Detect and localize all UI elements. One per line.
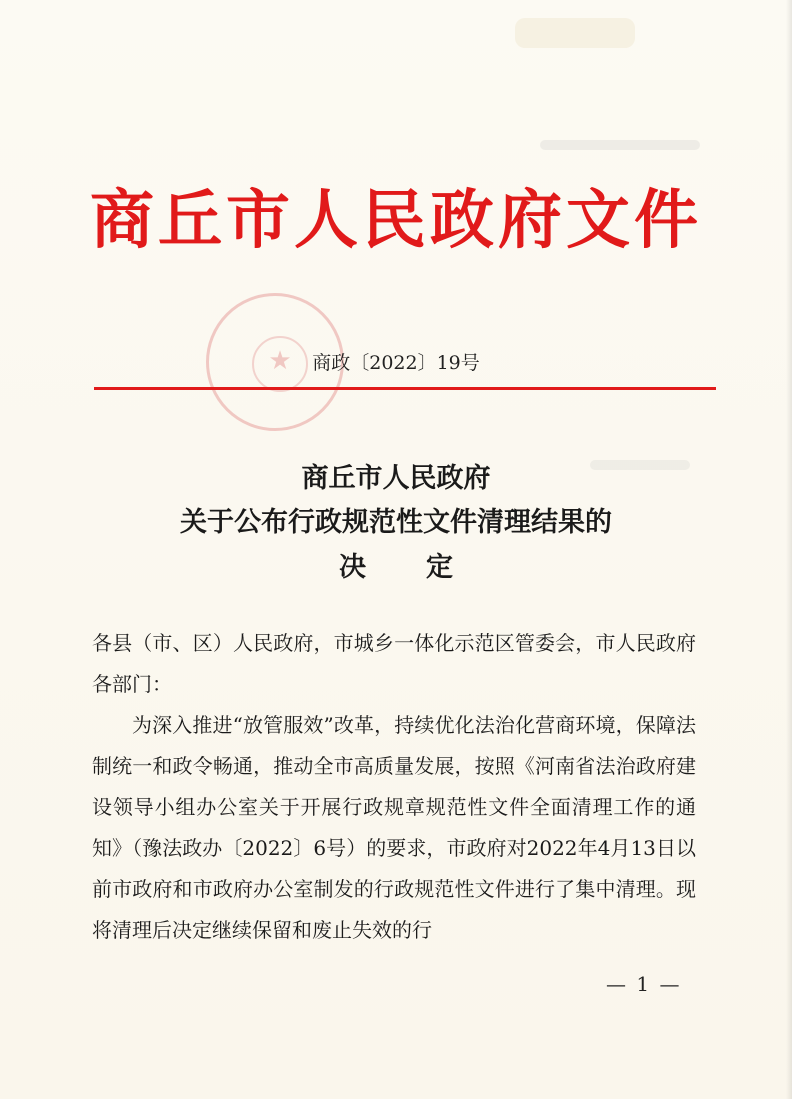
title-line-3: 决定	[339, 552, 513, 583]
title-line-1: 商丘市人民政府	[301, 463, 491, 494]
title-line-2: 关于公布行政规范性文件清理结果的	[180, 507, 612, 538]
document-number: 商政〔2022〕19号	[312, 352, 480, 374]
salutation: 各县（市、区）人民政府，市城乡一体化示范区管委会，市人民政府各部门：	[92, 631, 696, 696]
paper-stain	[515, 18, 635, 48]
page-number: — 1 —	[606, 972, 682, 996]
body-paragraph: 为深入推进“放管服效”改革，持续优化法治化营商环境，保障法制统一和政令畅通，推动全市高质量发展，按照《河南省法治政府建设领导小组办公室关于开展行政规章规范性文件全面清理工作的通知》（豫法政办〔2022〕6号）的要求，市政府对2022年4月13日以前市政府和市政府办公室制发的行政规范性文件进行了集中清理。现将清理后决定继续保留和废止失效的行	[92, 713, 696, 942]
red-divider-line	[94, 387, 716, 390]
star-icon: ★	[268, 346, 292, 376]
document-header-title: 商丘市人民政府文件	[90, 183, 702, 258]
bleed-through-text	[540, 140, 700, 150]
